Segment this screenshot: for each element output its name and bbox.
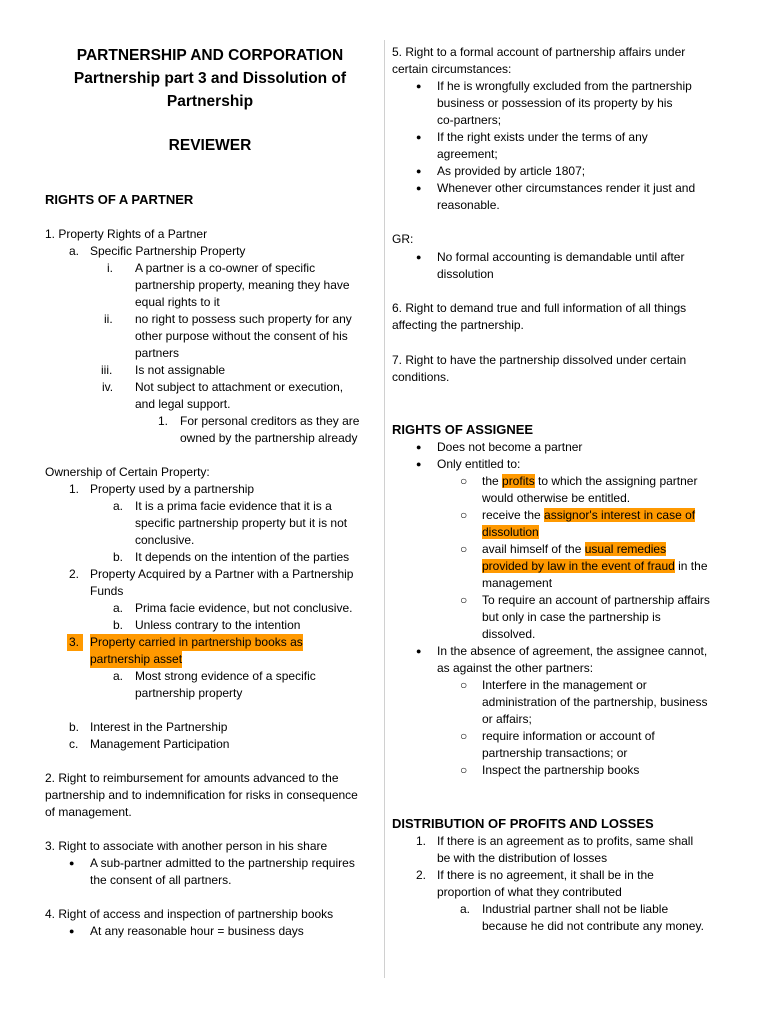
item-no-agreement-l2: proportion of what they contributed [437,885,622,899]
item-interfere-l1: Interfere in the management or [482,678,647,692]
heading-rights-of-partner: RIGHTS OF A PARTNER [45,192,194,207]
list-marker: b. [113,618,124,632]
item-profits-l2: would otherwise be entitled. [482,491,631,505]
highlight-assignor-interest: assignor's interest in case of [544,508,696,522]
item-require-account-l3: dissolved. [482,627,536,641]
highlight-usual-remedies: usual remedies [584,542,667,556]
item-unless-contrary: Unless contrary to the intention [135,618,301,632]
item-dissolved-l2: conditions. [392,370,450,384]
item-industrial-partner-l1: Industrial partner shall not be liable [482,902,669,916]
item-remedies-l3: management [482,576,553,590]
item-formal-account-l2: certain circumstances: [392,62,512,76]
list-marker: a. [460,902,471,916]
list-marker: b. [69,720,80,734]
bullet-marker: ● [69,926,75,936]
item-reasonable-hour: At any reasonable hour = business days [90,924,304,938]
item-co-owner-l2: partnership property, meaning they have [135,278,350,292]
item-assignor-interest-l2 [482,524,539,541]
item-no-formal-accounting-l1: No formal accounting is demandable until after [437,250,685,264]
bullet-marker: ● [416,442,422,452]
text-run: the [482,474,503,488]
bullet-marker: ● [416,183,422,193]
item-interfere-l3: or affairs; [482,712,532,726]
list-marker: 1. [416,834,427,848]
item-assignor-interest-l1 [482,507,695,524]
list-marker: iv. [102,380,114,394]
highlighted-list-marker: 3. [67,634,83,651]
item-personal-creditors-l2: owned by the partnership already [180,431,358,445]
item-reimbursement-l3: of management. [45,805,132,819]
item-no-formal-accounting-l2: dissolution [437,267,494,281]
column-divider [384,40,385,978]
title-line-2: Partnership part 3 and Dissolution of [73,70,347,87]
list-marker: a. [69,244,80,258]
item-interfere-l2: administration of the partnership, business [482,695,708,709]
item-require-account-l1: To require an account of partnership affairs [482,593,710,607]
item-property-acquired-l1: Property Acquired by a Partner with a Partnership [90,567,354,581]
item-require-information-l1: require information or account of [482,729,655,743]
item-article-1807: As provided by article 1807; [437,164,586,178]
item-interest: Interest in the Partnership [90,720,228,734]
item-no-right-l3: partners [135,346,180,360]
circle-marker: ○ [460,763,468,777]
highlight-property-carried-l2: partnership asset [90,652,183,666]
item-other-circumstances-l1: Whenever other circumstances render it just and [437,181,696,195]
highlight-dissolution: dissolution [482,525,539,539]
item-true-information-l1: 6. Right to demand true and full information of all things [392,301,687,315]
item-intention: It depends on the intention of the parties [135,550,350,564]
list-marker: 2. [69,567,80,581]
circle-marker: ○ [460,474,468,488]
item-personal-creditors-l1: For personal creditors as they are [180,414,360,428]
item-not-subject-l1: Not subject to attachment or execution, [135,380,344,394]
item-only-entitled: Only entitled to: [437,457,521,471]
item-remedies-l2 [482,558,708,575]
item-right-exists-l2: agreement; [437,147,498,161]
item-require-account-l2: but only in case the partnership is [482,610,661,624]
title-line-3: Partnership [166,93,254,110]
circle-marker: ○ [460,593,468,607]
list-marker: 2. [416,868,427,882]
item-prima-facie-l1: It is a prima facie evidence that it is a [135,499,332,513]
item-no-right-l2: other purpose without the consent of his [135,329,348,343]
circle-marker: ○ [460,542,468,556]
bullet-marker: ● [416,132,422,142]
list-marker: iii. [101,363,113,377]
item-most-strong-l2: partnership property [135,686,243,700]
bullet-marker: ● [416,166,422,176]
item-dissolved-l1: 7. Right to have the partnership dissolved under certain [392,353,687,367]
item-absence-agreement-l2: as against the other partners: [437,661,594,675]
bullet-marker: ● [416,646,422,656]
item-property-rights: 1. Property Rights of a Partner [45,227,208,241]
item-remedies-l1 [482,541,666,558]
item-absence-agreement-l1: In the absence of agreement, the assignee cannot, [437,644,708,658]
item-not-partner: Does not become a partner [437,440,583,454]
item-associate: 3. Right to associate with another person in his share [45,839,328,853]
text-run: in the [674,559,708,573]
list-marker: 1. [158,414,169,428]
bullet-marker: ● [416,459,422,469]
item-profits-l1 [482,473,697,490]
item-wrongfully-excluded-l3: co-partners; [437,113,502,127]
item-require-information-l2: partnership transactions; or [482,746,628,760]
list-marker: a. [113,601,124,615]
list-marker: a. [113,669,124,683]
item-wrongfully-excluded-l1: If he is wrongfully excluded from the partnership [437,79,692,93]
circle-marker: ○ [460,508,468,522]
item-property-acquired-l2: Funds [90,584,124,598]
item-not-subject-l2: and legal support. [135,397,231,411]
item-reimbursement-l2: partnership and to indemnification for risks in consequence [45,788,358,802]
heading-rights-of-assignee: RIGHTS OF ASSIGNEE [392,422,534,437]
title-reviewer: REVIEWER [168,137,252,154]
bullet-marker: ● [416,81,422,91]
text-run: avail himself of the [482,542,585,556]
ownership-heading: Ownership of Certain Property: [45,465,210,479]
bullet-marker: ● [416,252,422,262]
general-rule-label: GR: [392,232,414,246]
highlight-remedies-fraud: provided by law in the event of fraud [482,559,675,573]
item-no-right-l1: no right to possess such property for any [135,312,352,326]
item-prima-facie-l2: specific partnership property but it is not [135,516,348,530]
item-co-owner-l3: equal rights to it [135,295,220,309]
item-industrial-partner-l2: because he did not contribute any money. [482,919,704,933]
item-formal-account-l1: 5. Right to a formal account of partnership affairs under [392,45,686,59]
bullet-marker: ● [69,858,75,868]
item-not-assignable: Is not assignable [135,363,226,377]
document-title [45,44,375,157]
item-reimbursement-l1: 2. Right to reimbursement for amounts advanced to the [45,771,339,785]
item-sub-partner-l1: A sub-partner admitted to the partnership requires [90,856,355,870]
item-prima-facie-not-conclusive: Prima facie evidence, but not conclusive. [135,601,353,615]
item-co-owner-l1: A partner is a co-owner of specific [135,261,316,275]
list-marker: ii. [104,312,113,326]
circle-marker: ○ [460,678,468,692]
highlight-profits: profits [502,474,535,488]
item-inspect-books: Inspect the partnership books [482,763,640,777]
list-marker: a. [113,499,124,513]
item-other-circumstances-l2: reasonable. [437,198,500,212]
circle-marker: ○ [460,729,468,743]
item-true-information-l2: affecting the partnership. [392,318,524,332]
text-run: to which the assigning partner [534,474,698,488]
item-specific-property: Specific Partnership Property [90,244,246,258]
item-wrongfully-excluded-l2: business or possession of its property by his [437,96,673,110]
item-right-exists-l1: If the right exists under the terms of any [437,130,648,144]
list-marker: c. [69,737,79,751]
list-marker: i. [107,261,113,275]
item-sub-partner-l2: the consent of all partners. [90,873,232,887]
list-marker: 1. [69,482,80,496]
highlight-property-carried-l1: Property carried in partnership books as [90,635,303,649]
item-property-used: Property used by a partnership [90,482,255,496]
item-prima-facie-l3: conclusive. [135,533,195,547]
text-run: receive the [482,508,545,522]
item-agreement-profits-l2: be with the distribution of losses [437,851,608,865]
heading-distribution: DISTRIBUTION OF PROFITS AND LOSSES [392,816,654,831]
item-management-participation: Management Participation [90,737,230,751]
item-access-inspection: 4. Right of access and inspection of partnership books [45,907,334,921]
item-agreement-profits-l1: If there is an agreement as to profits, same shall [437,834,694,848]
title-line-1: PARTNERSHIP AND CORPORATION [76,47,344,64]
item-most-strong-l1: Most strong evidence of a specific [135,669,316,683]
list-marker: b. [113,550,124,564]
item-no-agreement-l1: If there is no agreement, it shall be in the [437,868,654,882]
